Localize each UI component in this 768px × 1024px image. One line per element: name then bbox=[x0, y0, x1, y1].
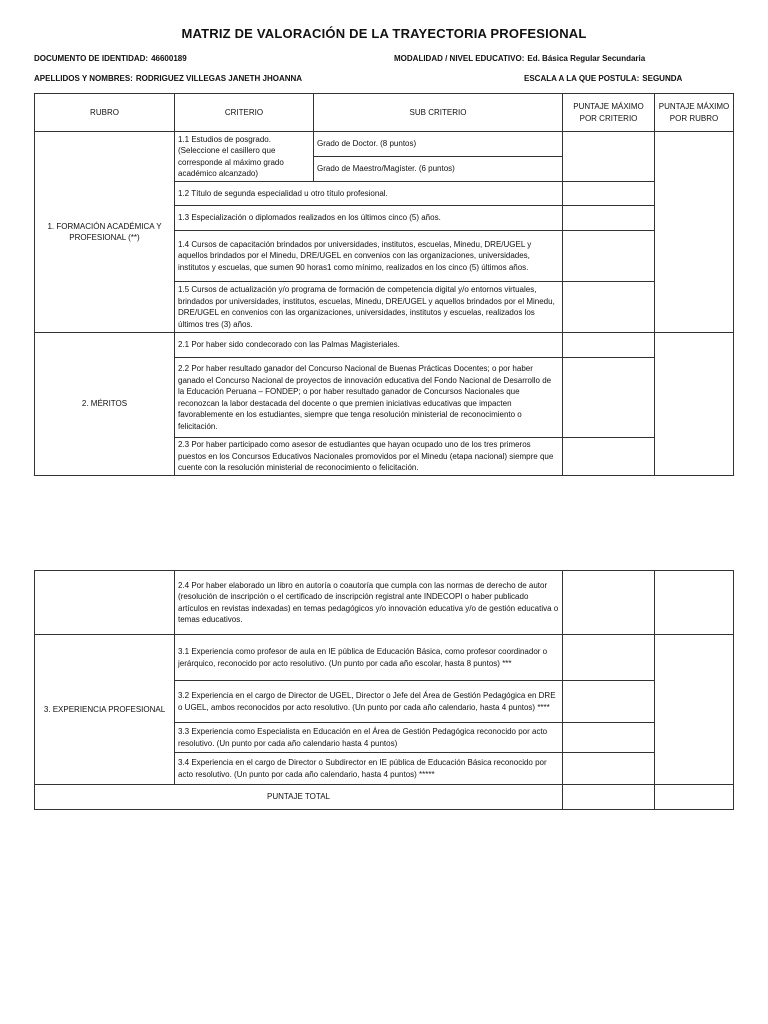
rubro-experiencia: 3. EXPERIENCIA PROFESIONAL bbox=[35, 635, 175, 785]
escala-label: ESCALA A LA QUE POSTULA: bbox=[524, 74, 640, 83]
criterio-2-4: 2.4 Por haber elaborado un libro en autoría o coautoría que cumpla con las normas de derecho de autor (resolución de inscripción o el certificado de inscripción registral ante INDECOPI o haber publicado artículos en revistas indexadas) en temas pedagógicos y/o innovación educativa y/o de gestión educativa o temas educativos. bbox=[175, 571, 563, 635]
rubro-meritos: 2. MÉRITOS bbox=[35, 333, 175, 476]
puntaje-criterio-1-4[interactable] bbox=[563, 231, 655, 282]
escala-postula bbox=[524, 74, 682, 83]
puntaje-rubro-1[interactable] bbox=[655, 132, 734, 333]
modalidad-label: MODALIDAD / NIVEL EDUCATIVO: bbox=[394, 54, 525, 63]
puntaje-total-rubro[interactable] bbox=[655, 785, 734, 810]
criterio-2-1: 2.1 Por haber sido condecorado con las Palmas Magisteriales. bbox=[175, 333, 563, 358]
page-title: MATRIZ DE VALORACIÓN DE LA TRAYECTORIA PROFESIONAL bbox=[181, 26, 587, 41]
criterio-2-2: 2.2 Por haber resultado ganador del Concurso Nacional de Buenas Prácticas Docentes; o por haber ganado el Concurso Nacional de proyectos de innovación educativa del Fondo Nacional de Desarrollo de la Educación Peruana – FONDEP; o por haber resultado ganador de Concursos Nacionales que reconozcan la labor destacada del docente o que premien iniciativas educativas que impacten favorablemente en los estudiantes, siempre que tenga resolución ministerial de reconocimiento o felicitación. bbox=[175, 358, 563, 438]
table-row bbox=[35, 571, 734, 635]
puntaje-total-criterio[interactable] bbox=[563, 785, 655, 810]
nombres-value: RODRIGUEZ VILLEGAS JANETH JHOANNA bbox=[135, 74, 303, 83]
header-row bbox=[35, 94, 734, 132]
criterio-1-3: 1.3 Especialización o diplomados realizados en los últimos cinco (5) años. bbox=[175, 206, 563, 231]
criterio-3-1: 3.1 Experiencia como profesor de aula en IE pública de Educación Básica, como profesor coordinador o jerárquico, reconocido por acto resolutivo. (Un punto por cada año escolar, hasta 8 puntos) *** bbox=[175, 635, 563, 681]
subcriterio-maestro: Grado de Maestro/Magíster. (6 puntos) bbox=[314, 157, 563, 182]
documento-identidad bbox=[34, 54, 187, 63]
subcriterio-doctor: Grado de Doctor. (8 puntos) bbox=[314, 132, 563, 157]
criterio-1-2: 1.2 Título de segunda especialidad u otro título profesional. bbox=[175, 182, 563, 206]
escala-value: SEGUNDA bbox=[642, 74, 683, 83]
documento-value: 46600189 bbox=[151, 54, 187, 63]
criterio-1-5: 1.5 Cursos de actualización y/o programa de formación de competencia digital y/o entornos virtuales, brindados por universidades, institutos, escuelas, Minedu, DRE/UGEL y aquellos brindados por el Minedu, DRE/UGEL en convenios con las organizaciones, universidades, institutos y escuelas, realizados los últimos tres (3) años. bbox=[175, 282, 563, 333]
table-row bbox=[35, 132, 734, 157]
documento-label: DOCUMENTO DE IDENTIDAD: bbox=[34, 54, 149, 63]
criterio-1-1: 1.1 Estudios de posgrado. (Seleccione el casillero que corresponde al máximo grado académico alcanzado) bbox=[175, 132, 314, 182]
puntaje-rubro-2[interactable] bbox=[655, 333, 734, 476]
modalidad-nivel bbox=[394, 54, 645, 63]
criterio-3-3: 3.3 Experiencia como Especialista en Educación en el Área de Gestión Pedagógica reconocido por acto resolutivo. (Un punto por cada año calendario hasta 4 puntos) bbox=[175, 723, 563, 753]
puntaje-criterio-1-2[interactable] bbox=[563, 182, 655, 206]
rubro-formacion: 1. FORMACIÓN ACADÉMICA Y PROFESIONAL (**) bbox=[35, 132, 175, 333]
matrix-table-part-1 bbox=[34, 93, 734, 476]
puntaje-criterio-2-4[interactable] bbox=[563, 571, 655, 635]
rubro-meritos-continued bbox=[35, 571, 175, 635]
matrix-table-part-2 bbox=[34, 570, 734, 810]
header-puntaje-criterio: PUNTAJE MÁXIMO POR CRITERIO bbox=[563, 94, 655, 132]
puntaje-criterio-3-4[interactable] bbox=[563, 753, 655, 785]
puntaje-criterio-3-3[interactable] bbox=[563, 723, 655, 753]
criterio-2-3: 2.3 Por haber participado como asesor de estudiantes que hayan ocupado uno de los tres primeros puestos en los Concursos Educativos Nacionales promovidos por el Minedu (etapa nacional) siempre que cuente con la resolución ministerial de reconocimiento o felicitación. bbox=[175, 438, 563, 476]
modalidad-value: Ed. Básica Regular Secundaria bbox=[527, 54, 646, 63]
puntaje-criterio-1-3[interactable] bbox=[563, 206, 655, 231]
puntaje-rubro-2-continued[interactable] bbox=[655, 571, 734, 635]
total-row bbox=[35, 785, 734, 810]
criterio-1-4: 1.4 Cursos de capacitación brindados por universidades, institutos, escuelas, Minedu, DRE/UGEL y aquellos brindados por el Minedu, DRE/UGEL en convenios con las organizaciones, universidades, institutos y escuelas, que sumen 90 horas1 como mínimo, realizados en los cinco (5) últimos años. bbox=[175, 231, 563, 282]
puntaje-criterio-1-5[interactable] bbox=[563, 282, 655, 333]
header-criterio: CRITERIO bbox=[175, 94, 314, 132]
puntaje-criterio-2-3[interactable] bbox=[563, 438, 655, 476]
header-puntaje-rubro: PUNTAJE MÁXIMO POR RUBRO bbox=[655, 94, 734, 132]
puntaje-total-label: PUNTAJE TOTAL bbox=[35, 785, 563, 810]
nombres-label: APELLIDOS Y NOMBRES: bbox=[34, 74, 133, 83]
table-row bbox=[35, 333, 734, 358]
puntaje-criterio-3-1[interactable] bbox=[563, 635, 655, 681]
puntaje-criterio-2-2[interactable] bbox=[563, 358, 655, 438]
puntaje-criterio-3-2[interactable] bbox=[563, 681, 655, 723]
criterio-3-4: 3.4 Experiencia en el cargo de Director o Subdirector en IE pública de Educación Básica reconocido por acto resolutivo. (Un punto por cada año calendario, hasta 4 puntos) ***** bbox=[175, 753, 563, 785]
criterio-3-2: 3.2 Experiencia en el cargo de Director de UGEL, Director o Jefe del Área de Gestión Pedagógica en DRE o UGEL, ambos reconocidos por acto resolutivo. (Un punto por cada año calendario, hasta 4 puntos) **** bbox=[175, 681, 563, 723]
header-rubro: RUBRO bbox=[35, 94, 175, 132]
apellidos-nombres bbox=[34, 74, 302, 83]
puntaje-criterio-1-1[interactable] bbox=[563, 132, 655, 182]
puntaje-criterio-2-1[interactable] bbox=[563, 333, 655, 358]
header-sub-criterio: SUB CRITERIO bbox=[314, 94, 563, 132]
puntaje-rubro-3[interactable] bbox=[655, 635, 734, 785]
table-row bbox=[35, 635, 734, 681]
